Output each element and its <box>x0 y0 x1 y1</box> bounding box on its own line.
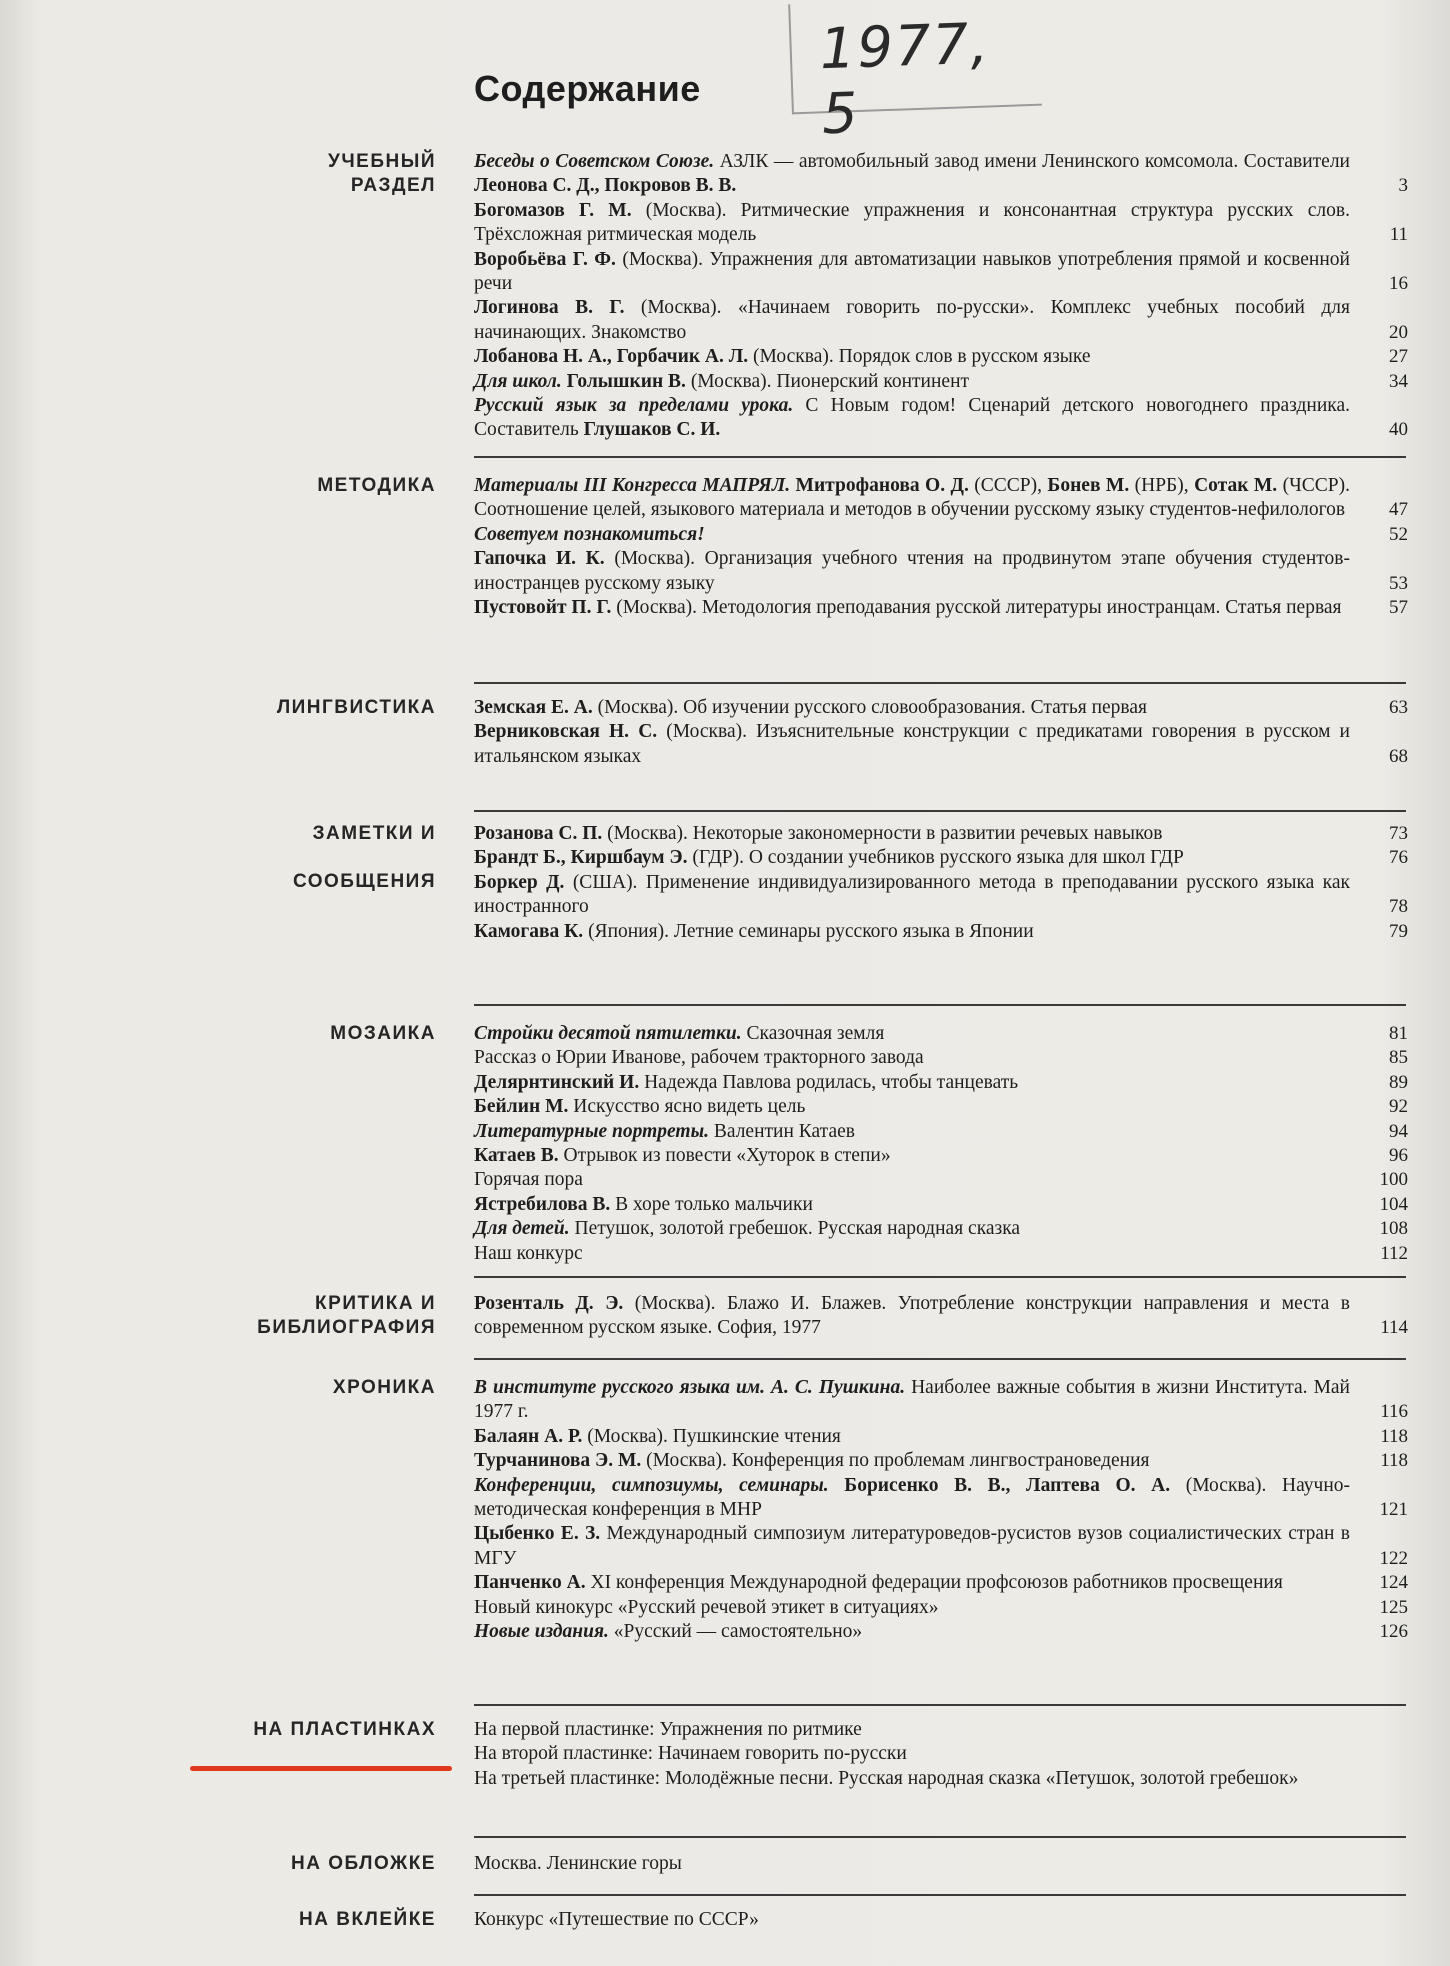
toc-page-number: 122 <box>1379 1547 1408 1569</box>
section-entries <box>474 1292 1408 1341</box>
toc-entry <box>474 1474 1408 1523</box>
toc-entry-text <box>474 696 1368 720</box>
section-label <box>136 1022 436 1046</box>
toc-page-number: 118 <box>1380 1425 1408 1447</box>
toc-entry <box>474 1376 1408 1425</box>
toc-entry <box>474 1522 1408 1571</box>
toc-entry-text <box>474 1046 1368 1070</box>
section-label-line: БИБЛИОГРАФИЯ <box>257 1317 436 1338</box>
entry-rubric: Беседы о Советском Союзе. <box>474 151 715 172</box>
toc-page-number: 63 <box>1389 697 1408 718</box>
entry-text: (Москва). Изъяснительные конструкции с предикатами говорения в русском и итальянском языках <box>474 721 1350 767</box>
section-label <box>136 822 436 894</box>
toc-entry <box>474 1168 1408 1192</box>
entry-text: (Москва). Об изучении русского словообразования. Статья первая <box>592 697 1147 718</box>
toc-entry <box>474 150 1408 199</box>
entry-author: Ястребилова В. <box>474 1193 611 1215</box>
entry-text: Наиболее важные события в жизни Института. Май 1977 г. <box>474 1377 1350 1423</box>
toc-entry <box>474 596 1408 620</box>
toc-entry <box>474 1425 1408 1449</box>
toc-page-number: 126 <box>1379 1621 1408 1643</box>
toc-entry-text <box>474 1292 1368 1341</box>
toc-entry-text <box>474 1120 1368 1144</box>
toc-entry <box>474 1046 1408 1070</box>
section-label <box>136 1718 436 1742</box>
section-label-line: ЛИНГВИСТИКА <box>276 697 436 718</box>
entry-author: Митрофанова О. Д. <box>795 475 969 496</box>
toc-entry-text <box>474 720 1368 769</box>
entry-author: Леонова С. Д., Покровов В. В. <box>474 175 737 197</box>
toc-page-number: 47 <box>1389 499 1408 521</box>
toc-page-number: 100 <box>1379 1169 1408 1191</box>
handwritten-note: 1977, 5 <box>788 0 1042 114</box>
toc-entry-text <box>474 1571 1368 1595</box>
toc-page-number: 11 <box>1389 224 1408 246</box>
toc-entry-text <box>474 547 1368 596</box>
section-label-line <box>136 846 436 870</box>
entry-text: (Москва). Блажо И. Блажев. Употребление конструкции направления и места в современном русском языке. София, 1977 <box>474 1293 1350 1339</box>
divider <box>474 810 1406 812</box>
entry-text: На третьей пластинке: Молодёжные песни. Русская народная сказка «Петушок, золотой гребешок» <box>474 1767 1299 1789</box>
toc-entry <box>474 1742 1408 1766</box>
entry-text: (Москва). Пушкинские чтения <box>582 1425 841 1447</box>
toc-entry-text <box>474 523 1368 547</box>
entry-author: Камогава К. <box>474 920 584 942</box>
entry-author: Розанова С. П. <box>474 823 603 844</box>
entry-author: Розенталь Д. Э. <box>474 1293 624 1314</box>
entry-text <box>829 1475 845 1496</box>
entry-author: Цыбенко Е. З. <box>474 1523 601 1545</box>
toc-page-number: 124 <box>1379 1572 1408 1594</box>
toc-page-number: 79 <box>1389 920 1408 942</box>
toc-entry <box>474 822 1408 846</box>
entry-text: (США). Применение индивидуализированного метода в преподавании русского языка как иностранного <box>474 871 1350 918</box>
entry-author: Брандт Б., Киршбаум Э. <box>474 847 688 869</box>
entry-author: Панченко А. <box>474 1572 586 1594</box>
toc-entry-text <box>474 1071 1368 1095</box>
entry-text: Рассказ о Юрии Иванове, рабочем тракторного завода <box>474 1047 924 1069</box>
entry-rubric: Литературные портреты. <box>474 1120 709 1142</box>
toc-page-number: 20 <box>1389 321 1408 343</box>
toc-page-number: 3 <box>1398 175 1408 197</box>
section-label-line: НА ВКЛЕЙКЕ <box>299 1909 436 1930</box>
entry-text: (Москва). Ритмические упражнения и консонантная структура русских слов. Трёхсложная ритмическая модель <box>474 199 1350 246</box>
toc-entry <box>474 345 1408 369</box>
entry-text: Надежда Павлова родилась, чтобы танцевать <box>639 1071 1019 1093</box>
toc-page-number: 121 <box>1379 1499 1408 1521</box>
section-label-line: КРИТИКА И <box>315 1293 436 1314</box>
toc-page-number: 108 <box>1379 1218 1408 1240</box>
entry-text: (ЧССР). Соотношение целей, языкового материала и методов в обучении русскому языку студентов-нефилологов <box>474 475 1350 521</box>
toc-page-number: 27 <box>1389 346 1408 368</box>
toc-entry <box>474 248 1408 297</box>
toc-entry <box>474 1095 1408 1119</box>
entry-author: Делярнтинский И. <box>474 1071 640 1093</box>
section-entries <box>474 474 1408 620</box>
toc-page-number: 112 <box>1380 1242 1408 1264</box>
entry-text: В хоре только мальчики <box>610 1193 813 1215</box>
toc-entry <box>474 547 1408 596</box>
toc-entry <box>474 1596 1408 1620</box>
entry-text: (Москва). Конференция по проблемам лингвострановедения <box>641 1450 1150 1472</box>
section-label-line: РАЗДЕЛ <box>350 175 436 196</box>
toc-entry-text <box>474 394 1368 443</box>
section-label <box>136 150 436 198</box>
entry-text: Валентин Катаев <box>708 1120 855 1142</box>
entry-text: (Москва). Научно-методическая конференция в МНР <box>474 1474 1350 1521</box>
divider <box>474 682 1406 684</box>
toc-entry <box>474 1767 1408 1791</box>
toc-entry-text <box>474 871 1368 920</box>
entry-rubric: Стройки десятой пятилетки. <box>474 1023 742 1044</box>
section-label <box>136 1376 436 1400</box>
entry-author: Бейлин М. <box>474 1096 569 1118</box>
section-entries <box>474 1852 1408 1876</box>
toc-page-number: 89 <box>1389 1071 1408 1093</box>
toc-entry <box>474 1120 1408 1144</box>
entry-text: Конкурс «Путешествие по СССР» <box>474 1909 759 1930</box>
toc-entry <box>474 1571 1408 1595</box>
entry-text: Новый кинокурс «Русский речевой этикет в ситуациях» <box>474 1596 939 1618</box>
entry-rubric: Для школ. <box>474 370 562 392</box>
toc-entry <box>474 1242 1408 1266</box>
entry-text: Искусство ясно видеть цель <box>568 1096 806 1118</box>
toc-page-number: 78 <box>1389 896 1408 918</box>
toc-entry-text <box>474 1908 1368 1932</box>
toc-entry-text <box>474 1852 1368 1876</box>
toc-page-number: 92 <box>1389 1096 1408 1118</box>
entry-text: (Япония). Летние семинары русского языка в Японии <box>583 920 1034 942</box>
toc-entry <box>474 920 1408 944</box>
entry-author: Турчанинова Э. М. <box>474 1450 642 1472</box>
toc-page-number: 73 <box>1389 823 1408 844</box>
toc-entry-text <box>474 1474 1368 1523</box>
entry-rubric: Советуем познакомиться! <box>474 523 705 545</box>
entry-text: (Москва). Методология преподавания русской литературы иностранцам. Статья первая <box>611 597 1342 619</box>
entry-text: «Русский — самостоятельно» <box>608 1621 863 1643</box>
entry-author: Катаев В. <box>474 1145 559 1167</box>
divider <box>474 1276 1406 1278</box>
toc-entry-text <box>474 199 1368 248</box>
entry-text: С Новым годом! Сценарий детского новогоднего праздника. Составитель <box>474 395 1350 441</box>
toc-page-number: 52 <box>1389 523 1408 545</box>
section-entries <box>474 1908 1408 1932</box>
toc-page-number: 34 <box>1389 370 1408 392</box>
section-label-line: ЗАМЕТКИ И <box>312 823 436 844</box>
entry-rubric: Для детей. <box>474 1218 570 1240</box>
entry-author: Сотак М. <box>1194 475 1278 496</box>
toc-entry-text <box>474 1620 1368 1644</box>
toc-entry <box>474 1144 1408 1168</box>
entry-rubric: Конференции, симпозиумы, семинары. <box>474 1474 829 1496</box>
toc-entry-text <box>474 474 1368 523</box>
toc-entry <box>474 1292 1408 1341</box>
entry-author: Голышкин В. <box>566 370 686 392</box>
toc-entry <box>474 1071 1408 1095</box>
toc-entry <box>474 296 1408 345</box>
entry-text: (Москва). Порядок слов в русском языке <box>748 346 1091 368</box>
toc-entry-text <box>474 1425 1368 1449</box>
section-label-line: ХРОНИКА <box>332 1377 436 1398</box>
entry-author: Верниковская Н. С. <box>474 721 658 743</box>
toc-entry <box>474 1718 1408 1742</box>
entry-text: Горячая пора <box>474 1169 583 1191</box>
toc-entry-text <box>474 150 1368 199</box>
section-label-line: МОЗАИКА <box>330 1023 436 1044</box>
toc-page-number: 68 <box>1389 745 1408 767</box>
toc-entry <box>474 1908 1408 1932</box>
section-entries <box>474 1022 1408 1266</box>
toc-entry-text <box>474 1168 1368 1192</box>
section-label-line: НА ПЛАСТИНКАХ <box>253 1719 436 1740</box>
divider <box>474 1704 1406 1706</box>
entry-author: Балаян А. Р. <box>474 1425 583 1447</box>
toc-entry <box>474 370 1408 394</box>
toc-page-number: 96 <box>1389 1145 1408 1167</box>
toc-entry-text <box>474 1095 1368 1119</box>
section-label <box>136 1292 436 1340</box>
section-label-line: СООБЩЕНИЯ <box>292 871 436 892</box>
red-underline-mark <box>190 1766 452 1771</box>
entry-rubric: Новые издания. <box>474 1621 609 1643</box>
toc-entry-text <box>474 596 1368 620</box>
toc-page-number: 94 <box>1389 1120 1408 1142</box>
entry-author: Лобанова Н. А., Горбачик А. Л. <box>474 346 749 368</box>
entry-author: Воробьёва Г. Ф. <box>474 248 616 270</box>
divider <box>474 1836 1406 1838</box>
toc-page-number: 16 <box>1389 273 1408 295</box>
section-entries <box>474 1718 1408 1791</box>
toc-entry-text <box>474 846 1368 870</box>
toc-entry-text <box>474 822 1368 846</box>
toc-entry <box>474 394 1408 443</box>
entry-text: (Москва). Пионерский континент <box>685 370 970 392</box>
toc-page-number: 114 <box>1380 1317 1408 1339</box>
entry-author: Богомазов Г. М. <box>474 199 632 221</box>
entry-text: На первой пластинке: Упражнения по ритмике <box>474 1719 862 1740</box>
entry-text: На второй пластинке: Начинаем говорить по-русски <box>474 1743 907 1765</box>
entry-author: Логинова В. Г. <box>474 297 625 319</box>
toc-entry <box>474 871 1408 920</box>
entry-text: Петушок, золотой гребешок. Русская народная сказка <box>569 1218 1021 1240</box>
toc-page-number: 118 <box>1380 1450 1408 1472</box>
section-entries <box>474 150 1408 443</box>
entry-author: Глушаков С. И. <box>583 419 721 441</box>
divider <box>474 1358 1406 1360</box>
toc-entry <box>474 1193 1408 1217</box>
entry-text: (ГДР). О создании учебников русского языка для школ ГДР <box>687 847 1184 869</box>
toc-entry <box>474 1449 1408 1473</box>
entry-text: (Москва). Организация учебного чтения на продвинутом этапе обучения студентов-иностранцев русскому языку <box>474 548 1350 594</box>
toc-page-number: 57 <box>1389 597 1408 619</box>
toc-entry <box>474 1852 1408 1876</box>
toc-entry-text <box>474 370 1368 394</box>
entry-author: Борисенко В. В., Лаптева О. А. <box>844 1474 1171 1496</box>
toc-entry <box>474 1620 1408 1644</box>
section-label <box>136 696 436 720</box>
toc-entry-text <box>474 1596 1368 1620</box>
toc-entry-text <box>474 345 1368 369</box>
section-entries <box>474 696 1408 769</box>
toc-entry <box>474 523 1408 547</box>
entry-rubric: Материалы III Конгресса МАПРЯЛ. <box>474 475 791 496</box>
toc-page-number: 125 <box>1379 1596 1408 1618</box>
toc-entry-text <box>474 248 1368 297</box>
toc-entry <box>474 696 1408 720</box>
entry-text: (СССР), <box>968 475 1048 496</box>
section-label <box>136 1908 436 1932</box>
entry-text: (Москва). «Начинаем говорить по-русски». Комплекс учебных пособий для начинающих. Знакомство <box>474 297 1350 343</box>
toc-entry-text <box>474 1242 1368 1266</box>
toc-entry-text <box>474 1217 1368 1241</box>
toc-entry-text <box>474 1376 1368 1425</box>
toc-entry <box>474 1022 1408 1046</box>
entry-author: Земская Е. А. <box>474 697 593 718</box>
entry-text: Москва. Ленинские горы <box>474 1853 682 1874</box>
entry-author: Бонев М. <box>1047 475 1130 496</box>
page-title: Содержание <box>474 68 701 109</box>
entry-text: (НРБ), <box>1129 475 1195 496</box>
toc-entry <box>474 720 1408 769</box>
divider <box>474 1004 1406 1006</box>
toc-entry-text <box>474 1193 1368 1217</box>
entry-author: Боркер Д. <box>474 871 565 893</box>
entry-text: XI конференция Международной федерации профсоюзов работников просвещения <box>585 1572 1283 1594</box>
toc-page-number: 104 <box>1379 1193 1408 1215</box>
section-label-line: УЧЕБНЫЙ <box>328 151 436 172</box>
entry-author: Пустовойт П. Г. <box>474 597 612 619</box>
toc-page-number: 81 <box>1389 1023 1408 1044</box>
toc-entry <box>474 199 1408 248</box>
toc-page-number: 76 <box>1389 847 1408 869</box>
section-label <box>136 474 436 498</box>
section-entries <box>474 822 1408 944</box>
entry-text: (Москва). Некоторые закономерности в развитии речевых навыков <box>602 823 1163 844</box>
toc-entry <box>474 1217 1408 1241</box>
toc-entry <box>474 474 1408 523</box>
entry-text: Международный симпозиум литературоведов-русистов вузов социалистических стран в МГУ <box>474 1523 1350 1569</box>
toc-entry-text <box>474 1449 1368 1473</box>
entry-text: Наш конкурс <box>474 1242 583 1264</box>
entry-text: АЗЛК — автомобильный завод имени Ленинского комсомола. Составители <box>714 151 1350 172</box>
divider <box>474 1894 1406 1896</box>
toc-entry-text <box>474 296 1368 345</box>
entry-text: (Москва). Упражнения для автоматизации навыков употребления прямой и косвенной речи <box>474 248 1350 295</box>
section-label <box>136 1852 436 1876</box>
toc-page-number: 85 <box>1389 1047 1408 1069</box>
section-entries <box>474 1376 1408 1644</box>
toc-entry-text <box>474 920 1368 944</box>
toc-entry-text <box>474 1522 1368 1571</box>
entry-author: Гапочка И. К. <box>474 548 605 570</box>
toc-entry-text <box>474 1742 1368 1766</box>
divider <box>474 456 1406 458</box>
entry-rubric: В институте русского языка им. А. С. Пушкина. <box>474 1377 906 1398</box>
toc-entry <box>474 846 1408 870</box>
section-label-line: НА ОБЛОЖКЕ <box>291 1853 436 1874</box>
toc-entry-text <box>474 1767 1368 1791</box>
toc-page-number: 40 <box>1389 419 1408 441</box>
toc-page-number: 53 <box>1389 572 1408 594</box>
entry-text: Отрывок из повести «Хуторок в степи» <box>558 1145 891 1167</box>
toc-entry-text <box>474 1022 1368 1046</box>
toc-page-number: 116 <box>1380 1401 1408 1423</box>
entry-text: Сказочная земля <box>741 1023 885 1044</box>
entry-rubric: Русский язык за пределами урока. <box>474 395 794 417</box>
toc-entry-text <box>474 1144 1368 1168</box>
toc-entry-text <box>474 1718 1368 1742</box>
section-label-line: МЕТОДИКА <box>317 475 436 496</box>
